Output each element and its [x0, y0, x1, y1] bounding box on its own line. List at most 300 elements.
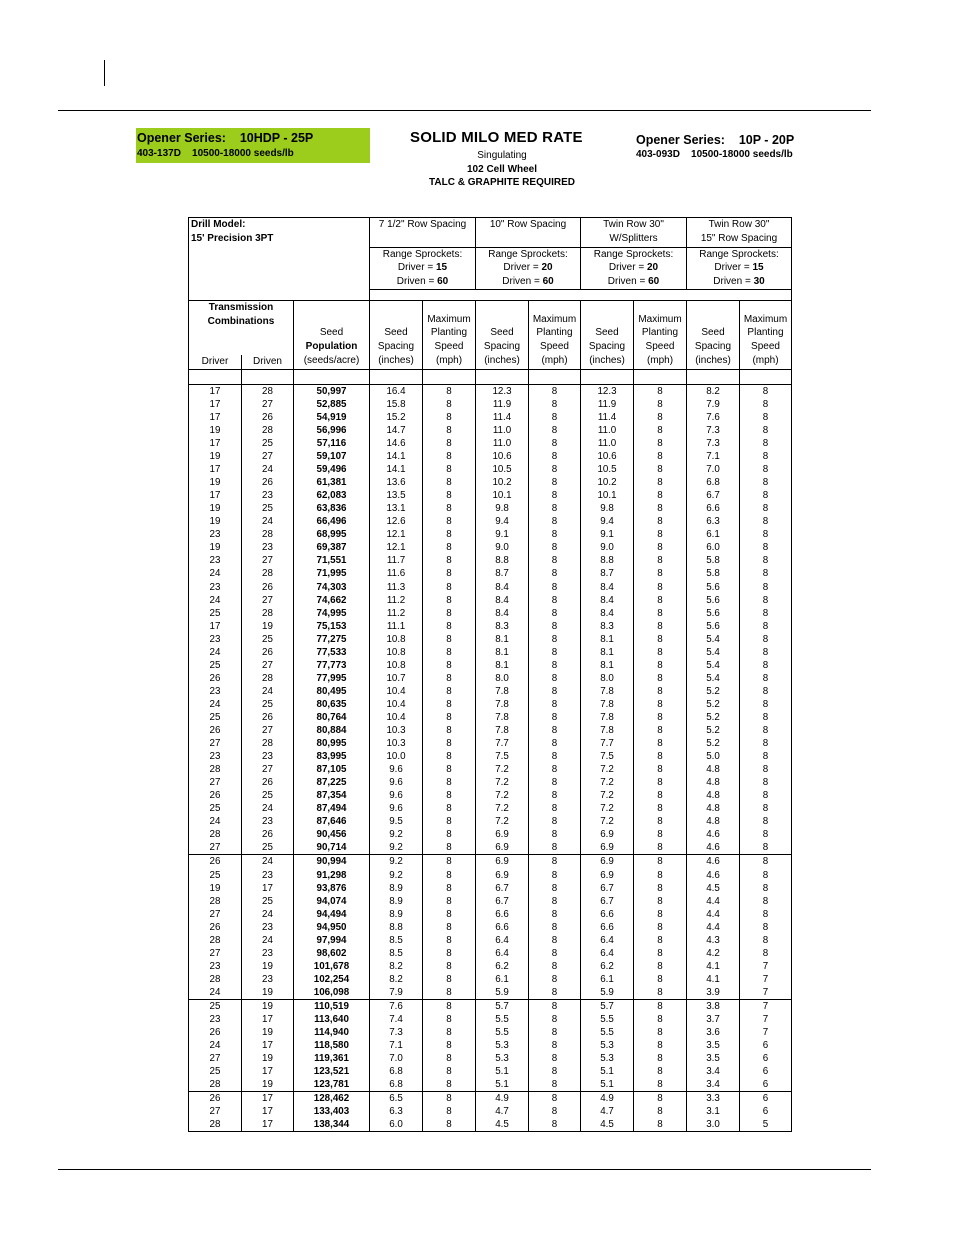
spacing-cell: 5.1 [476, 1065, 529, 1078]
table-row [189, 776, 792, 789]
driver-cell: 24 [189, 1039, 242, 1052]
spacing-cell: 10.3 [370, 737, 423, 750]
speed-cell: 8 [423, 528, 476, 541]
driver-cell: 25 [189, 1065, 242, 1078]
driver-cell: 19 [189, 476, 242, 489]
spacing-cell: 7.8 [581, 698, 634, 711]
config-3-sprockets [581, 247, 687, 289]
config-3-line2: W/Splitters [609, 232, 658, 244]
speed-cell: 8 [634, 895, 687, 908]
seed-spacing-header [687, 301, 740, 370]
driven-cell: 17 [242, 1039, 294, 1052]
speed-cell: 8 [740, 724, 792, 737]
speed-cell: 7 [740, 973, 792, 986]
spacing-cell: 11.0 [581, 437, 634, 450]
speed-cell: 8 [423, 855, 476, 869]
speed-cell: 8 [423, 1105, 476, 1118]
spacing-cell: 4.1 [687, 973, 740, 986]
spacing-cell: 5.2 [687, 737, 740, 750]
table-row [189, 802, 792, 815]
population-cell: 80,635 [294, 698, 370, 711]
spacing-cell: 11.7 [370, 554, 423, 567]
speed-cell: 8 [529, 947, 581, 960]
population-cell: 80,995 [294, 737, 370, 750]
spacing-cell: 7.1 [687, 450, 740, 463]
seed-pop-line1: Seed [319, 327, 344, 339]
table-row [189, 934, 792, 947]
spacing-cell: 9.5 [370, 815, 423, 828]
spacing-cell: 9.6 [370, 776, 423, 789]
driver-cell: 17 [189, 489, 242, 502]
driver-cell: 26 [189, 672, 242, 685]
spacing-cell: 5.2 [687, 685, 740, 698]
speed-cell: 8 [529, 554, 581, 567]
speed-cell: 8 [529, 737, 581, 750]
speed-cell: 7 [740, 960, 792, 973]
speed-cell: 8 [423, 489, 476, 502]
driver-cell: 23 [189, 685, 242, 698]
speed-cell: 8 [529, 841, 581, 855]
spacing-cell: 7.7 [476, 737, 529, 750]
speed-cell: 8 [634, 986, 687, 1000]
table-row [189, 581, 792, 594]
speed-cell: 8 [634, 567, 687, 580]
spacing-cell: 4.2 [687, 947, 740, 960]
speed-cell: 8 [634, 607, 687, 620]
spacing-line1: Seed [595, 327, 619, 339]
spacing-cell: 9.2 [370, 855, 423, 869]
speed-cell: 5 [740, 1118, 792, 1132]
speed-cell: 8 [740, 750, 792, 763]
population-cell: 123,781 [294, 1078, 370, 1092]
spacing-cell: 13.1 [370, 502, 423, 515]
speed-cell: 8 [529, 476, 581, 489]
spacing-cell: 7.6 [370, 1000, 423, 1014]
spacing-cell: 7.0 [370, 1052, 423, 1065]
speed-cell: 8 [740, 841, 792, 855]
population-cell: 80,884 [294, 724, 370, 737]
driven-cell: 19 [242, 1052, 294, 1065]
spacing-cell: 10.4 [370, 711, 423, 724]
config-2-title [476, 218, 581, 248]
table-row [189, 607, 792, 620]
spacing-cell: 5.8 [687, 554, 740, 567]
spacing-cell: 6.2 [476, 960, 529, 973]
spacing-cell: 8.3 [581, 620, 634, 633]
speed-cell: 8 [634, 973, 687, 986]
table-row [189, 594, 792, 607]
spacing-cell: 3.3 [687, 1092, 740, 1106]
speed-cell: 8 [634, 1052, 687, 1065]
spacing-cell: 5.4 [687, 633, 740, 646]
spacing-line2: Spacing [694, 341, 732, 353]
spacing-line2: Spacing [377, 341, 415, 353]
spacing-cell: 4.4 [687, 908, 740, 921]
driven-cell: 23 [242, 921, 294, 934]
spacing-cell: 4.4 [687, 921, 740, 934]
speed-cell: 8 [529, 802, 581, 815]
population-cell: 94,494 [294, 908, 370, 921]
spacing-cell: 6.4 [581, 947, 634, 960]
spacing-cell: 10.1 [476, 489, 529, 502]
driven-cell: 19 [242, 960, 294, 973]
speed-cell: 6 [740, 1065, 792, 1078]
driven-cell: 26 [242, 776, 294, 789]
spacing-cell: 6.6 [476, 921, 529, 934]
speed-cell: 8 [529, 1118, 581, 1132]
table-row [189, 973, 792, 986]
table-row [189, 1026, 792, 1039]
speed-line3: Speed [540, 341, 569, 353]
speed-cell: 8 [529, 973, 581, 986]
spacing-cell: 6.9 [476, 869, 529, 882]
spacer-cell [294, 369, 370, 384]
speed-cell: 8 [529, 1039, 581, 1052]
speed-cell: 8 [634, 463, 687, 476]
driver-cell: 27 [189, 737, 242, 750]
spacing-cell: 3.0 [687, 1118, 740, 1132]
speed-cell: 8 [740, 659, 792, 672]
spacing-cell: 13.5 [370, 489, 423, 502]
driver-line [370, 261, 475, 275]
spacing-cell: 7.5 [476, 750, 529, 763]
speed-cell: 8 [529, 1105, 581, 1118]
speed-cell: 8 [529, 724, 581, 737]
spacing-cell: 6.4 [476, 934, 529, 947]
speed-cell: 8 [529, 424, 581, 437]
spacing-cell: 4.7 [476, 1105, 529, 1118]
spacing-cell: 4.8 [687, 763, 740, 776]
speed-cell: 8 [423, 672, 476, 685]
sprockets-label: Range Sprockets: [593, 248, 674, 260]
speed-cell: 8 [740, 947, 792, 960]
driver-cell: 17 [189, 463, 242, 476]
speed-cell: 8 [529, 515, 581, 528]
population-cell: 80,764 [294, 711, 370, 724]
spacing-cell: 9.6 [370, 802, 423, 815]
spacing-cell: 5.9 [476, 986, 529, 1000]
speed-cell: 8 [740, 802, 792, 815]
table-row [189, 424, 792, 437]
table-row [189, 841, 792, 855]
spacing-cell: 6.9 [476, 828, 529, 841]
speed-cell: 8 [423, 1000, 476, 1014]
spacing-cell: 6.7 [476, 895, 529, 908]
spacing-cell: 7.8 [476, 698, 529, 711]
spacing-cell: 3.6 [687, 1026, 740, 1039]
spacing-cell: 9.2 [370, 841, 423, 855]
spacing-cell: 7.3 [687, 437, 740, 450]
speed-cell: 8 [634, 1092, 687, 1106]
speed-cell: 8 [423, 698, 476, 711]
speed-cell: 8 [634, 594, 687, 607]
driver-cell: 26 [189, 855, 242, 869]
table-row [189, 724, 792, 737]
spacing-cell: 12.3 [476, 384, 529, 398]
driven-cell: 24 [242, 934, 294, 947]
population-cell: 71,551 [294, 554, 370, 567]
spacing-cell: 4.8 [687, 802, 740, 815]
table-row [189, 1039, 792, 1052]
driven-cell: 27 [242, 763, 294, 776]
driver-cell: 28 [189, 1078, 242, 1092]
config-3-line1: Twin Row 30" [603, 219, 664, 230]
spacing-cell: 10.8 [370, 646, 423, 659]
spacing-cell: 4.1 [687, 960, 740, 973]
spacing-cell: 10.2 [581, 476, 634, 489]
speed-cell: 8 [529, 437, 581, 450]
driver-cell: 25 [189, 659, 242, 672]
driven-cell: 25 [242, 789, 294, 802]
footer-rule [58, 1169, 871, 1170]
speed-cell: 8 [634, 1065, 687, 1078]
spacing-cell: 5.3 [581, 1052, 634, 1065]
speed-cell: 8 [423, 711, 476, 724]
table-row [189, 384, 792, 398]
spacing-cell: 9.8 [476, 502, 529, 515]
speed-cell: 8 [634, 437, 687, 450]
spacing-cell: 4.8 [687, 776, 740, 789]
spacing-cell: 6.1 [476, 973, 529, 986]
driven-cell: 26 [242, 476, 294, 489]
spacing-cell: 6.5 [370, 1092, 423, 1106]
spacer-cell [581, 369, 634, 384]
speed-cell: 8 [740, 594, 792, 607]
spacing-cell: 6.4 [476, 947, 529, 960]
speed-line1: Maximum [743, 313, 788, 325]
speed-cell: 8 [423, 1065, 476, 1078]
driven-cell: 27 [242, 724, 294, 737]
spacing-cell: 3.5 [687, 1039, 740, 1052]
spacing-cell: 4.4 [687, 895, 740, 908]
speed-cell: 8 [423, 594, 476, 607]
speed-cell: 8 [634, 869, 687, 882]
population-cell: 50,997 [294, 384, 370, 398]
table-row [189, 398, 792, 411]
combinations-title: Combinations [207, 316, 275, 327]
speed-cell: 8 [423, 515, 476, 528]
speed-cell: 8 [423, 1078, 476, 1092]
spacer-cell [242, 369, 294, 384]
speed-cell: 8 [740, 711, 792, 724]
speed-cell: 8 [634, 776, 687, 789]
speed-cell: 8 [529, 776, 581, 789]
config-4-line1: Twin Row 30" [708, 219, 770, 230]
driver-cell: 28 [189, 763, 242, 776]
speed-cell: 8 [529, 1000, 581, 1014]
table-row [189, 1013, 792, 1026]
driven-cell: 23 [242, 973, 294, 986]
spacing-cell: 3.8 [687, 1000, 740, 1014]
spacing-cell: 5.1 [581, 1078, 634, 1092]
spacing-cell: 5.2 [687, 711, 740, 724]
speed-cell: 8 [740, 502, 792, 515]
speed-cell: 8 [740, 489, 792, 502]
driver-cell: 26 [189, 789, 242, 802]
spacing-cell: 8.7 [476, 567, 529, 580]
spacing-cell: 16.4 [370, 384, 423, 398]
driven-cell: 19 [242, 620, 294, 633]
spacing-cell: 6.0 [370, 1118, 423, 1132]
spacing-cell: 4.7 [581, 1105, 634, 1118]
driven-cell: 23 [242, 815, 294, 828]
driver-cell: 24 [189, 815, 242, 828]
speed-cell: 8 [740, 515, 792, 528]
spacing-cell: 5.2 [687, 724, 740, 737]
speed-cell: 8 [634, 672, 687, 685]
population-cell: 52,885 [294, 398, 370, 411]
spacing-line1: Seed [490, 327, 514, 339]
speed-cell: 8 [423, 541, 476, 554]
spacing-cell: 10.1 [581, 489, 634, 502]
speed-cell: 8 [740, 554, 792, 567]
driver-cell: 25 [189, 802, 242, 815]
speed-cell: 8 [423, 450, 476, 463]
spacing-cell: 5.4 [687, 659, 740, 672]
spacing-cell: 7.2 [476, 789, 529, 802]
speed-cell: 8 [423, 750, 476, 763]
speed-cell: 8 [423, 581, 476, 594]
subtitle-cell-wheel: 102 Cell Wheel [466, 164, 538, 175]
speed-cell: 8 [529, 659, 581, 672]
driver-cell: 19 [189, 515, 242, 528]
spacing-cell: 6.6 [581, 908, 634, 921]
table-row [189, 554, 792, 567]
spacing-cell: 5.6 [687, 581, 740, 594]
spacing-cell: 11.1 [370, 620, 423, 633]
population-cell: 106,098 [294, 986, 370, 1000]
speed-cell: 8 [423, 789, 476, 802]
speed-cell: 8 [634, 947, 687, 960]
spacing-cell: 6.7 [476, 882, 529, 895]
speed-cell: 8 [423, 463, 476, 476]
driven-line [581, 275, 686, 289]
population-cell: 62,083 [294, 489, 370, 502]
speed-cell: 8 [529, 882, 581, 895]
speed-cell: 8 [634, 502, 687, 515]
spacing-cell: 6.9 [581, 828, 634, 841]
speed-cell: 8 [529, 398, 581, 411]
speed-cell: 7 [740, 1026, 792, 1039]
speed-cell: 8 [529, 581, 581, 594]
table-row [189, 763, 792, 776]
subtitle-singulating: Singulating [477, 150, 527, 161]
speed-cell: 8 [423, 1039, 476, 1052]
speed-cell: 8 [529, 672, 581, 685]
spacing-cell: 8.1 [581, 659, 634, 672]
population-cell: 118,580 [294, 1039, 370, 1052]
speed-cell: 8 [423, 908, 476, 921]
spacing-cell: 9.2 [370, 828, 423, 841]
table-row [189, 908, 792, 921]
driver-cell: 19 [189, 450, 242, 463]
spacing-cell: 3.4 [687, 1078, 740, 1092]
spacing-cell: 6.8 [370, 1065, 423, 1078]
spacing-cell: 8.1 [581, 633, 634, 646]
driver-label: Driver = [397, 262, 436, 274]
spacing-cell: 11.3 [370, 581, 423, 594]
population-cell: 90,994 [294, 855, 370, 869]
driver-line [687, 261, 791, 275]
spacing-cell: 7.2 [581, 815, 634, 828]
spacing-cell: 11.6 [370, 567, 423, 580]
speed-cell: 8 [634, 384, 687, 398]
spacing-cell: 8.4 [476, 607, 529, 620]
spacing-cell: 5.4 [687, 646, 740, 659]
speed-cell: 8 [423, 724, 476, 737]
spacing-cell: 7.1 [370, 1039, 423, 1052]
table-row [189, 633, 792, 646]
table-row [189, 502, 792, 515]
speed-cell: 8 [634, 528, 687, 541]
speed-cell: 6 [740, 1039, 792, 1052]
speed-cell: 8 [529, 750, 581, 763]
spacing-cell: 5.4 [687, 672, 740, 685]
spacing-cell: 3.4 [687, 1065, 740, 1078]
speed-cell: 8 [423, 828, 476, 841]
driven-label: Driven = [396, 276, 438, 288]
spacing-cell: 5.5 [476, 1013, 529, 1026]
right-opener-series: Opener Series: 10P - 20P [636, 133, 795, 147]
spacing-cell: 8.4 [581, 594, 634, 607]
drill-model-value: 15' Precision 3PT [191, 232, 274, 244]
speed-cell: 8 [740, 411, 792, 424]
driver-cell: 27 [189, 947, 242, 960]
driver-cell: 27 [189, 1105, 242, 1118]
speed-cell: 6 [740, 1105, 792, 1118]
driver-cell: 25 [189, 869, 242, 882]
spacing-cell: 7.2 [476, 802, 529, 815]
spacing-cell: 8.8 [370, 921, 423, 934]
speed-cell: 8 [423, 1026, 476, 1039]
table-row [189, 869, 792, 882]
spacing-cell: 6.9 [476, 841, 529, 855]
speed-cell: 8 [634, 698, 687, 711]
spacing-cell: 7.2 [581, 763, 634, 776]
driven-line [476, 275, 580, 289]
table-row [189, 437, 792, 450]
spacing-cell: 12.1 [370, 541, 423, 554]
spacing-cell: 5.5 [581, 1026, 634, 1039]
speed-cell: 8 [423, 986, 476, 1000]
population-cell: 91,298 [294, 869, 370, 882]
speed-cell: 6 [740, 1052, 792, 1065]
spacing-cell: 7.2 [581, 776, 634, 789]
spacing-cell: 7.0 [687, 463, 740, 476]
population-cell: 77,773 [294, 659, 370, 672]
speed-cell: 8 [634, 802, 687, 815]
speed-cell: 8 [634, 1026, 687, 1039]
speed-cell: 8 [740, 384, 792, 398]
driver-cell: 27 [189, 1052, 242, 1065]
population-cell: 90,456 [294, 828, 370, 841]
table-row [189, 1000, 792, 1014]
spacing-line3: (inches) [484, 355, 520, 366]
speed-cell: 8 [634, 1118, 687, 1132]
spacing-cell: 10.4 [370, 698, 423, 711]
population-cell: 75,153 [294, 620, 370, 633]
population-cell: 94,950 [294, 921, 370, 934]
speed-cell: 8 [529, 463, 581, 476]
driver-line [581, 261, 686, 275]
population-cell: 56,996 [294, 424, 370, 437]
speed-cell: 8 [529, 763, 581, 776]
table-body [189, 384, 792, 1132]
speed-cell: 8 [423, 960, 476, 973]
driven-cell: 19 [242, 1000, 294, 1014]
driven-cell: 28 [242, 567, 294, 580]
spacing-cell: 8.1 [476, 646, 529, 659]
